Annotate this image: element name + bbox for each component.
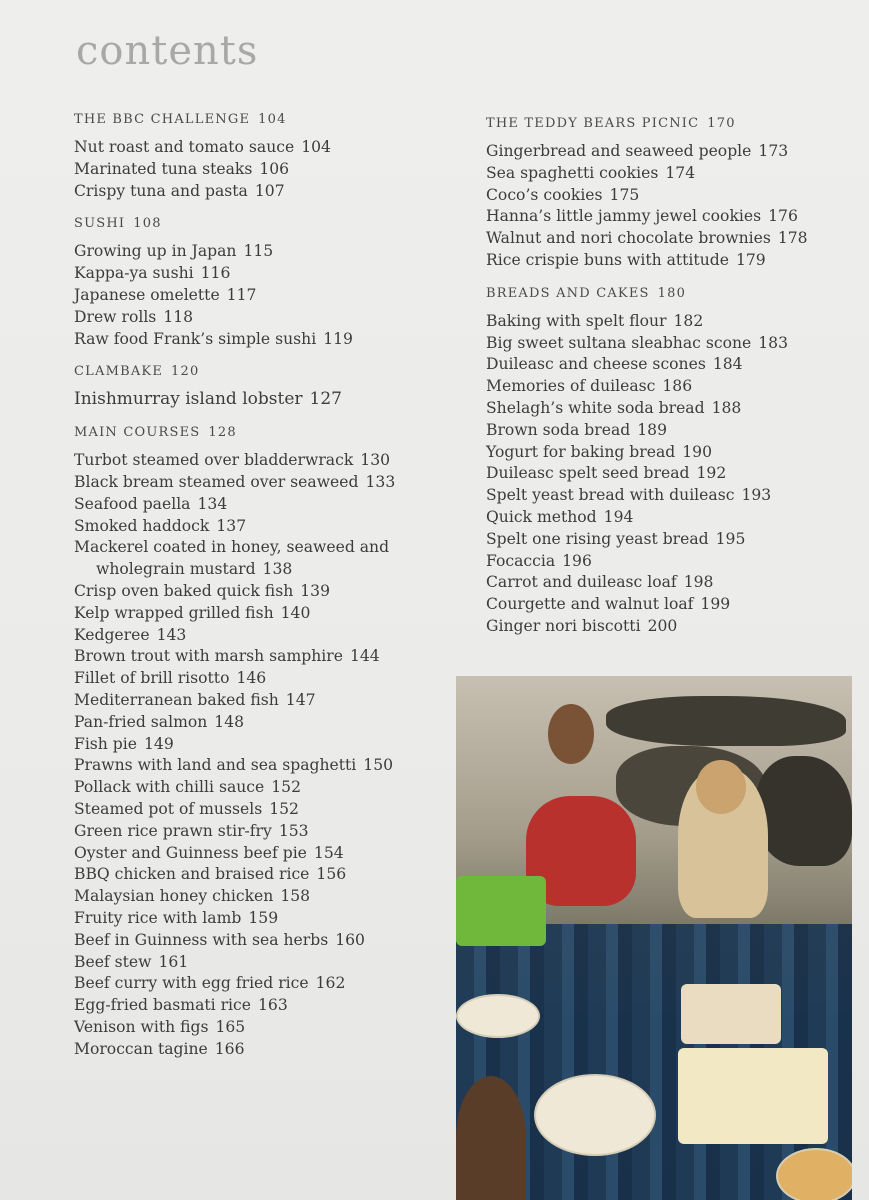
entry-page-number: 199	[700, 595, 731, 614]
contents-entry	[74, 843, 464, 865]
section-heading	[486, 116, 846, 131]
contents-entry	[486, 398, 846, 420]
contents-entry	[74, 389, 464, 411]
entry-title: Kappa-ya sushi	[74, 264, 194, 283]
entry-page-number: 159	[248, 908, 279, 927]
contents-entry	[74, 952, 464, 974]
entry-title: Gingerbread and seaweed people	[486, 142, 752, 160]
section-heading	[74, 216, 464, 231]
contents-entry	[486, 206, 846, 228]
entry-title: Moroccan tagine	[74, 1039, 208, 1058]
entry-title: Growing up in Japan	[74, 242, 237, 261]
left-contents-column	[74, 112, 464, 1074]
entry-page-number: 190	[682, 442, 713, 461]
entry-page-number: 175	[609, 185, 640, 204]
entry-page-number: 195	[715, 529, 746, 548]
contents-entry	[74, 930, 464, 952]
entry-page-number: 152	[269, 799, 299, 818]
contents-entry	[486, 250, 846, 272]
entry-page-number: 196	[562, 551, 592, 570]
contents-entry	[74, 472, 464, 494]
entry-title: Japanese omelette	[74, 285, 220, 304]
contents-entry	[74, 864, 464, 886]
contents-entry	[74, 581, 464, 603]
buns-plate	[776, 1148, 852, 1200]
section-heading	[486, 286, 846, 301]
entry-page-number: 133	[365, 472, 396, 491]
contents-entry	[486, 529, 846, 551]
entry-title: Raw food Frank’s simple sushi	[74, 329, 317, 348]
entry-page-number: 144	[349, 647, 380, 666]
entry-title: Focaccia	[486, 551, 556, 570]
entry-page-number: 165	[215, 1017, 246, 1036]
contents-entry	[74, 886, 464, 908]
section-page-number: 128	[208, 425, 237, 441]
entry-title: Malaysian honey chicken	[74, 887, 274, 906]
entry-page-number: 153	[278, 821, 309, 840]
contents-section	[74, 216, 464, 350]
entry-page-number: 146	[236, 669, 267, 688]
section-page-number: 180	[657, 285, 687, 301]
entry-page-number: 137	[216, 516, 247, 535]
entry-title: Beef curry with egg fried rice	[74, 974, 309, 993]
section-heading-text: THE TEDDY BEARS PICNIC	[486, 116, 700, 131]
contents-entry	[74, 712, 464, 734]
right-contents-column	[486, 116, 846, 652]
contents-entry	[74, 1039, 464, 1061]
contents-entry	[486, 163, 846, 185]
contents-entry	[486, 333, 846, 355]
entry-title: Egg-fried basmati rice	[74, 996, 251, 1015]
contents-entry	[74, 603, 464, 625]
entry-page-number: 200	[647, 616, 678, 635]
entry-page-number: 179	[735, 250, 766, 269]
contents-section	[486, 286, 846, 638]
entry-title: Kelp wrapped grilled fish	[74, 603, 274, 622]
entry-page-number: 140	[280, 603, 311, 622]
entry-page-number: 188	[711, 398, 742, 417]
entry-page-number: 163	[257, 996, 288, 1015]
rock	[756, 756, 852, 866]
entry-title: Mackerel coated in honey, seaweed and	[74, 538, 390, 557]
entry-title: Baking with spelt flour	[486, 311, 667, 330]
entry-page-number: 107	[254, 181, 285, 200]
contents-entry	[74, 755, 464, 777]
entry-title-line2: wholegrain mustard	[96, 560, 256, 579]
entry-page-number: 162	[315, 974, 346, 993]
section-heading	[74, 364, 464, 379]
rock	[606, 696, 846, 746]
entry-title: Yogurt for baking bread	[486, 442, 676, 461]
entry-page-number: 143	[156, 625, 187, 644]
contents-entry	[74, 799, 464, 821]
section-page-number: 120	[171, 364, 200, 380]
section-page-number: 104	[258, 112, 287, 127]
entry-title: Prawns with land and sea spaghetti	[74, 756, 357, 775]
contents-entry	[74, 625, 464, 647]
contents-entry	[74, 821, 464, 843]
entry-title: Spelt one rising yeast bread	[486, 529, 709, 548]
entry-page-number: 138	[262, 560, 293, 579]
contents-entry	[74, 908, 464, 930]
page-title: contents	[76, 28, 259, 74]
cheese-platter	[681, 984, 781, 1044]
entry-title: Drew rolls	[74, 307, 157, 326]
entry-title: Pan-fried salmon	[74, 712, 208, 731]
entry-title: Smoked haddock	[74, 516, 210, 535]
section-heading	[74, 425, 464, 440]
contents-entry	[486, 594, 846, 616]
entry-title: Beef in Guinness with sea herbs	[74, 930, 329, 949]
contents-section	[74, 112, 464, 202]
section-page-number: 170	[707, 116, 736, 131]
contents-entry	[486, 354, 846, 376]
section-page-number: 108	[133, 216, 162, 232]
entry-page-number: 193	[741, 486, 772, 505]
girl-figure	[548, 704, 594, 764]
contents-entry	[74, 973, 464, 995]
contents-entry	[74, 646, 464, 668]
entry-page-number: 118	[163, 307, 194, 326]
contents-entry	[74, 181, 464, 203]
contents-entry	[486, 463, 846, 485]
entry-page-number: 150	[363, 756, 394, 775]
entry-title: Fish pie	[74, 734, 138, 753]
contents-entry	[486, 420, 846, 442]
entry-page-number: 184	[712, 355, 743, 374]
entry-title: Crispy tuna and pasta	[74, 181, 248, 200]
entry-title: Shelagh’s white soda bread	[486, 398, 705, 417]
child-head-foreground	[456, 1076, 526, 1200]
contents-entry	[74, 285, 464, 307]
entry-page-number: 139	[300, 581, 330, 600]
entry-page-number: 115	[243, 242, 274, 261]
entry-title: Kedgeree	[74, 625, 150, 644]
contents-entry	[486, 485, 846, 507]
entry-page-number: 130	[360, 451, 391, 470]
entry-title: Big sweet sultana sleabhac scone	[486, 333, 752, 352]
entry-title: BBQ chicken and braised rice	[74, 865, 310, 884]
section-heading-text: MAIN COURSES	[74, 425, 201, 441]
entry-title: Oyster and Guinness beef pie	[74, 843, 307, 862]
contents-entry	[486, 376, 846, 398]
entry-page-number: 134	[197, 494, 228, 513]
entry-page-number: 106	[259, 159, 290, 178]
entry-title: Coco’s cookies	[486, 185, 603, 204]
entry-title: Courgette and walnut loaf	[486, 595, 694, 614]
entry-title: Duileasc spelt seed bread	[486, 464, 690, 483]
contents-entry	[486, 551, 846, 573]
contents-entry	[486, 228, 846, 250]
entry-title: Hanna’s little jammy jewel cookies	[486, 207, 762, 226]
entry-page-number: 194	[603, 507, 634, 526]
section-heading-text: CLAMBAKE	[74, 364, 164, 380]
entry-page-number: 152	[271, 778, 302, 797]
entry-page-number: 192	[696, 464, 727, 483]
contents-entry	[74, 995, 464, 1017]
section-heading	[74, 112, 464, 127]
entry-title: Walnut and nori chocolate brownies	[486, 229, 771, 248]
contents-entry	[74, 668, 464, 690]
entry-title: Fillet of brill risotto	[74, 669, 230, 688]
entry-title: Seafood paella	[74, 494, 191, 513]
entry-title: Ginger nori biscotti	[486, 616, 641, 635]
contents-entry	[486, 311, 846, 333]
contents-section	[74, 364, 464, 411]
contents-entry	[74, 494, 464, 516]
entry-page-number: 148	[214, 712, 245, 731]
entry-page-number: 182	[673, 311, 704, 330]
entry-page-number: 189	[637, 420, 667, 439]
entry-title: Crisp oven baked quick fish	[74, 581, 294, 600]
contents-entry	[486, 141, 846, 163]
entry-title: Black bream steamed over seaweed	[74, 472, 359, 491]
entry-page-number: 178	[777, 229, 808, 248]
contents-entry	[74, 450, 464, 472]
entry-page-number: 160	[335, 930, 365, 949]
entry-title-continued	[74, 559, 464, 581]
section-heading-text: BREADS AND CAKES	[486, 285, 650, 301]
entry-page-number: 104	[301, 138, 331, 156]
entry-page-number: 166	[214, 1039, 245, 1058]
entry-title: Duileasc and cheese scones	[486, 355, 706, 374]
contents-entry	[74, 690, 464, 712]
contents-entry	[486, 442, 846, 464]
entry-page-number: 198	[683, 573, 714, 592]
entry-title: Steamed pot of mussels	[74, 799, 263, 818]
entry-title: Brown soda bread	[486, 420, 631, 439]
entry-page-number: 173	[758, 142, 789, 160]
child-head	[696, 760, 746, 814]
contents-entry	[74, 734, 464, 756]
entry-page-number: 149	[144, 734, 174, 753]
contents-entry	[486, 616, 846, 638]
entry-page-number: 176	[768, 207, 798, 226]
entry-title: Quick method	[486, 507, 597, 526]
entry-title: Brown trout with marsh samphire	[74, 647, 343, 666]
contents-entry	[74, 516, 464, 538]
entry-page-number: 147	[285, 690, 316, 709]
contents-entry	[486, 507, 846, 529]
entry-page-number: 116	[200, 264, 231, 283]
contents-section	[486, 116, 846, 272]
contents-section	[74, 425, 464, 1060]
entry-title: Inishmurray island lobster	[74, 389, 303, 410]
contents-entry	[74, 263, 464, 285]
entry-page-number: 161	[158, 952, 189, 971]
green-container	[456, 876, 546, 946]
section-heading-text: SUSHI	[74, 216, 126, 232]
contents-entry	[74, 777, 464, 799]
entry-title: Beef stew	[74, 952, 152, 971]
entry-title: Pollack with chilli sauce	[74, 778, 265, 797]
entry-title: Turbot steamed over bladderwrack	[74, 451, 354, 470]
entry-page-number: 119	[323, 329, 353, 348]
entry-title: Nut roast and tomato sauce	[74, 138, 295, 156]
entry-title: Mediterranean baked fish	[74, 690, 279, 709]
picnic-photo	[456, 676, 852, 1200]
entry-page-number: 156	[316, 865, 347, 884]
entry-title: Sea spaghetti cookies	[486, 163, 659, 182]
entry-page-number: 158	[280, 887, 311, 906]
entry-page-number: 183	[758, 333, 788, 352]
contents-entry	[74, 241, 464, 263]
entry-title: Memories of duileasc	[486, 377, 656, 396]
entry-title: Fruity rice with lamb	[74, 908, 242, 927]
entry-title: Carrot and duileasc loaf	[486, 573, 677, 592]
contents-entry	[74, 137, 464, 159]
entry-title: Venison with figs	[74, 1017, 209, 1036]
entry-page-number: 186	[662, 377, 693, 396]
entry-page-number: 174	[665, 163, 696, 182]
contents-entry	[74, 329, 464, 351]
biscuit-tray	[678, 1048, 828, 1144]
contents-entry	[74, 1017, 464, 1039]
contents-entry	[74, 537, 464, 581]
entry-title: Marinated tuna steaks	[74, 159, 253, 178]
entry-page-number: 154	[313, 843, 344, 862]
entry-title: Green rice prawn stir-fry	[74, 821, 272, 840]
entry-page-number: 117	[226, 285, 257, 304]
entry-page-number: 127	[309, 389, 342, 410]
contents-entry	[486, 185, 846, 207]
contents-entry	[74, 307, 464, 329]
contents-entry	[74, 159, 464, 181]
fruit-skewers-plate	[534, 1074, 656, 1156]
entry-title: Spelt yeast bread with duileasc	[486, 486, 735, 505]
section-heading-text: THE BBC CHALLENGE	[74, 112, 251, 127]
contents-entry	[486, 572, 846, 594]
entry-title: Rice crispie buns with attitude	[486, 250, 729, 269]
plate	[456, 994, 540, 1038]
